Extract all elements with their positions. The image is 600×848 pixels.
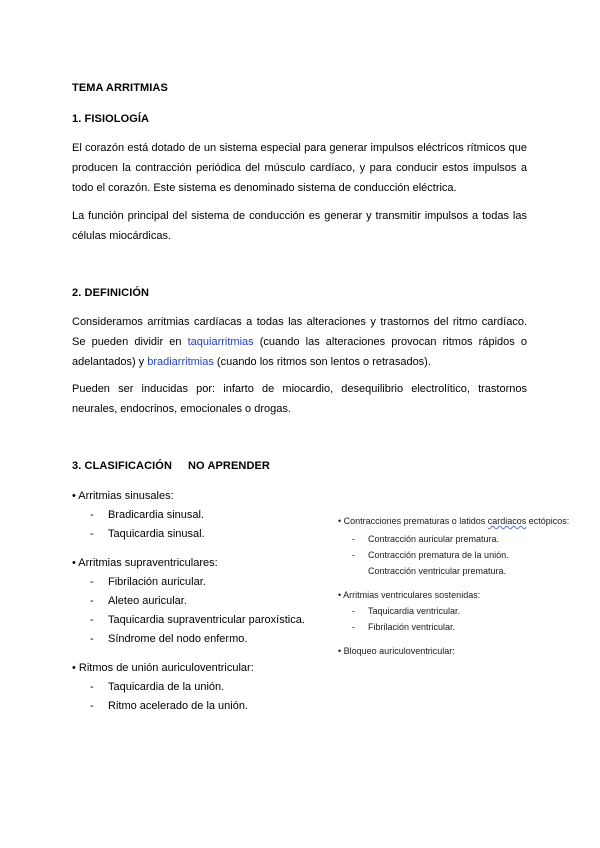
list-item: - Bradicardia sinusal. bbox=[90, 509, 204, 521]
classification-left-column bbox=[72, 487, 342, 716]
group-title-union-av: • Ritmos de unión auriculoventricular: bbox=[72, 662, 254, 674]
group-title-bloqueo-av: • Bloqueo auriculoventricular: bbox=[338, 646, 455, 656]
group-title-contracciones-prematuras: • Contracciones prematuras o latidos cardiacos ectópicos: bbox=[338, 516, 570, 526]
list-item: - Aleteo auricular. bbox=[90, 595, 187, 607]
group-title-sinusales: • Arritmias sinusales: bbox=[72, 490, 174, 502]
fisiologia-paragraph-1: El corazón está dotado de un sistema especial para generar impulsos eléctricos rítmicos que producen la contracción periódica del músculo cardíaco, y para conducir estos impulsos a todo el corazón. Este sistema es denominado sistema de conducción eléctrica. bbox=[72, 142, 527, 194]
taquiarritmias-link[interactable]: taquiarritmias bbox=[187, 336, 254, 348]
list-item: - Taquicardia ventricular. bbox=[352, 606, 461, 616]
list-item: - Taquicardia sinusal. bbox=[90, 528, 205, 540]
list-item: - Fibrilación auricular. bbox=[90, 576, 206, 588]
classification-right-column bbox=[338, 513, 588, 659]
definicion-paragraph-1 bbox=[72, 312, 527, 372]
section-heading-clasificacion bbox=[72, 460, 270, 472]
list-item: - Taquicardia de la unión. bbox=[90, 681, 225, 693]
bradiarritmias-link[interactable]: bradiarritmias bbox=[147, 356, 214, 368]
cardiacos-word: cardiacos bbox=[487, 516, 527, 526]
list-item: - Contracción auricular prematura. bbox=[352, 534, 500, 544]
list-item: Contracción ventricular prematura. bbox=[368, 566, 507, 576]
list-item: - Síndrome del nodo enfermo. bbox=[90, 633, 248, 645]
group-title-ventriculares-sostenidas: • Arritmias ventriculares sostenidas: bbox=[338, 590, 481, 600]
group-title-supraventriculares: • Arritmias supraventriculares: bbox=[72, 557, 218, 569]
list-item: - Taquicardia supraventricular paroxística. bbox=[90, 614, 305, 626]
definicion-text-b: (cuando las alteraciones provocan ritmos rápidos o adelantados) y bbox=[72, 336, 527, 368]
definicion-paragraph-2: Pueden ser inducidas por: infarto de miocardio, desequilibrio electrolítico, trastornos neurales, endocrinos, emocionales o drogas. bbox=[72, 383, 527, 415]
list-item: - Ritmo acelerado de la unión. bbox=[90, 700, 249, 712]
list-item: - Contracción prematura de la unión. bbox=[352, 550, 509, 560]
definicion-text-a: Consideramos arritmias cardíacas a todas las alteraciones y trastornos del ritmo cardíaco. Se pueden dividir en bbox=[72, 316, 527, 348]
section-heading-fisiologia: 1. FISIOLOGÍA bbox=[72, 113, 150, 125]
fisiologia-paragraph-2: La función principal del sistema de conducción es generar y transmitir impulsos a todas las células miocárdicas. bbox=[72, 210, 527, 242]
list-item: - Fibrilación ventricular. bbox=[352, 622, 456, 632]
document-title: TEMA ARRITMIAS bbox=[72, 82, 168, 94]
section-heading-definicion: 2. DEFINICIÓN bbox=[72, 287, 150, 299]
clasificacion-heading-text: 3. CLASIFICACIÓN bbox=[72, 460, 172, 472]
definicion-text-c: (cuando los ritmos son lentos o retrasados). bbox=[213, 356, 431, 368]
no-aprender-note: NO APRENDER bbox=[188, 460, 270, 472]
